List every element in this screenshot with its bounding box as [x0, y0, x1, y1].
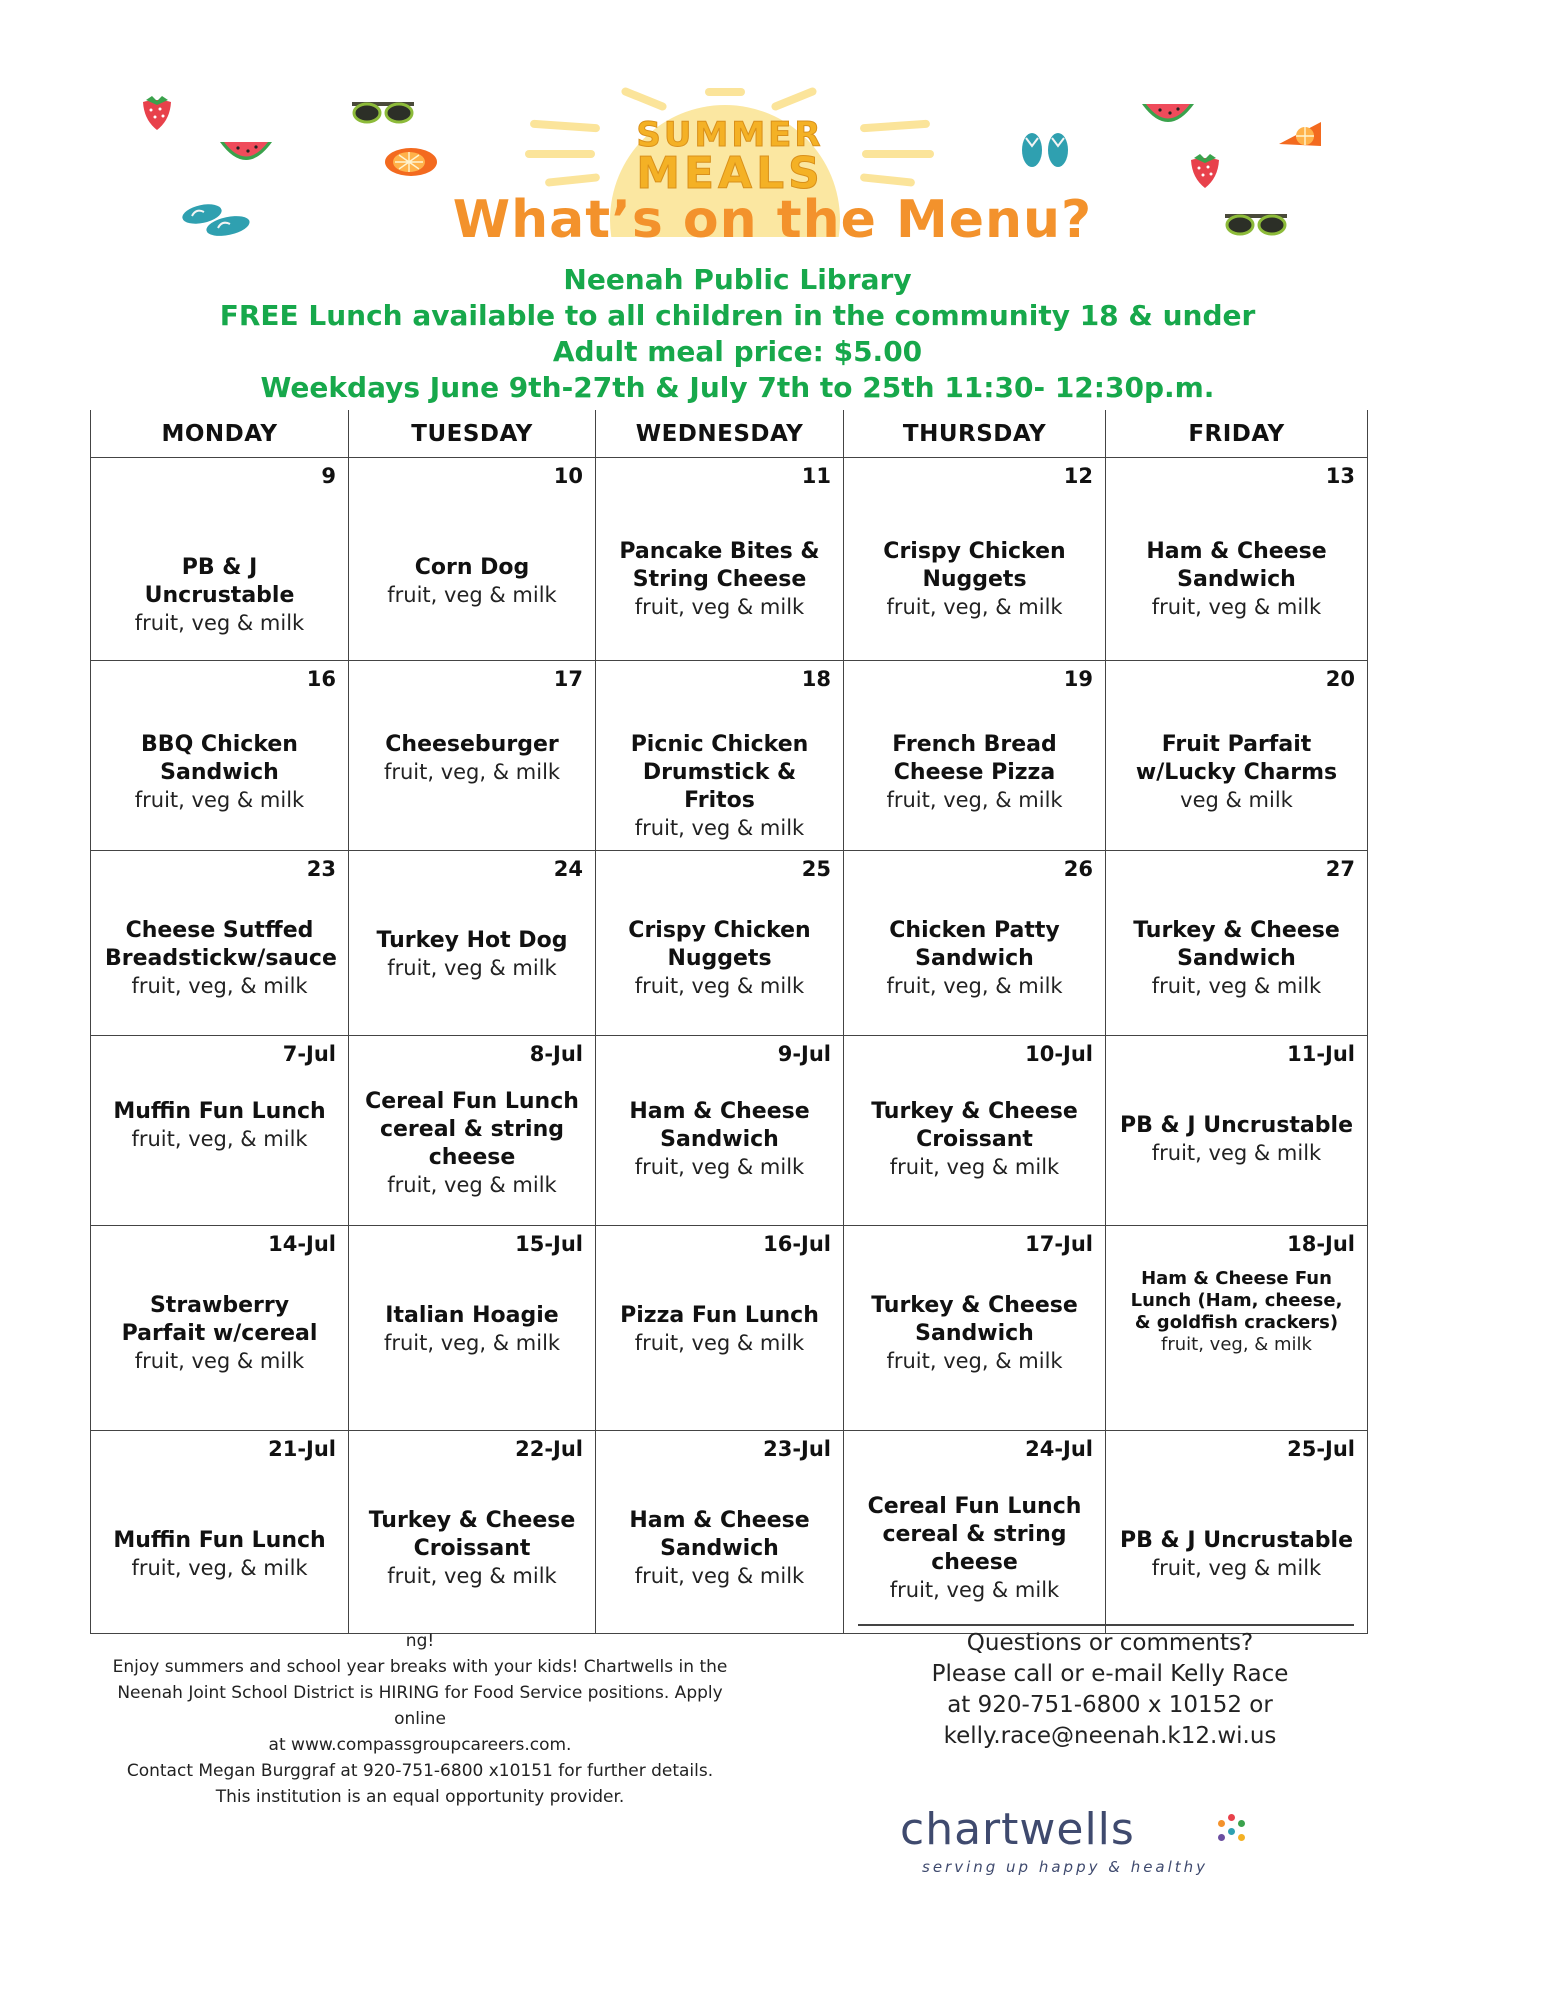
meal-name: Turkey & Cheese Sandwich	[871, 1293, 1078, 1346]
meal-name: PB & J Uncrustable	[1120, 1528, 1353, 1553]
day-date: 10	[553, 464, 583, 488]
calendar-week-row	[90, 1226, 1368, 1431]
menu-item	[91, 554, 348, 636]
menu-day-cell	[348, 1431, 595, 1634]
calendar-week-row	[90, 458, 1368, 661]
meal-sides: fruit, veg, & milk	[131, 1556, 308, 1580]
meal-sides: fruit, veg & milk	[1151, 1141, 1322, 1165]
day-date: 17-Jul	[1025, 1232, 1093, 1256]
meal-name: Cheeseburger	[385, 732, 559, 757]
menu-item	[1106, 1112, 1367, 1166]
watermelon-icon	[218, 138, 274, 168]
menu-item	[596, 1098, 843, 1180]
day-header-thursday: THURSDAY	[843, 410, 1105, 457]
menu-day-cell	[348, 661, 595, 851]
menu-day-cell	[843, 661, 1105, 851]
meal-sides: fruit, veg & milk	[134, 788, 305, 812]
menu-item	[91, 1292, 348, 1374]
meal-name: Fruit Parfait w/Lucky Charms	[1135, 732, 1338, 785]
sun-ray	[525, 150, 595, 158]
day-date: 18	[801, 667, 831, 691]
watermelon-icon	[1140, 100, 1196, 130]
meal-name: Corn Dog	[414, 555, 530, 580]
meal-name: Cheese Sutffed Breadstickw/sauce	[105, 918, 337, 971]
meal-sides: fruit, veg & milk	[634, 595, 805, 619]
day-date: 15-Jul	[515, 1232, 583, 1256]
menu-item	[844, 1098, 1105, 1180]
meal-sides: fruit, veg, & milk	[383, 1331, 561, 1355]
menu-item	[91, 1527, 348, 1581]
day-header-friday: FRIDAY	[1105, 410, 1368, 457]
day-date: 23-Jul	[763, 1437, 831, 1461]
menu-item	[1106, 1268, 1367, 1356]
meal-name: Picnic Chicken Drumstick & Fritos	[630, 732, 809, 813]
meal-sides: fruit, veg & milk	[387, 1564, 557, 1588]
menu-item	[91, 731, 348, 813]
logo-dot	[1228, 1814, 1235, 1821]
calendar-weeks	[90, 458, 1368, 1634]
strawberry-icon	[138, 96, 176, 132]
menu-item	[844, 917, 1105, 999]
day-header-tuesday: TUESDAY	[348, 410, 595, 457]
meal-sides: fruit, veg & milk	[634, 816, 805, 840]
day-date: 13	[1325, 464, 1355, 488]
menu-item	[844, 1493, 1105, 1603]
day-date: 17	[553, 667, 583, 691]
menu-day-cell	[595, 1431, 843, 1634]
notice-fragment: ng!	[405, 1631, 435, 1651]
day-date: 25-Jul	[1287, 1437, 1355, 1461]
sun-ray	[705, 88, 745, 96]
meal-sides: fruit, veg, & milk	[886, 1349, 1063, 1373]
menu-day-cell	[843, 1226, 1105, 1431]
menu-day-cell	[595, 1226, 843, 1431]
logo-tagline: serving up happy & healthy	[922, 1858, 1209, 1876]
meal-sides: fruit, veg & milk	[889, 1578, 1060, 1602]
contact-phone: at 920-751-6800 x 10152 or	[947, 1692, 1273, 1718]
weekday-header-row	[90, 410, 1368, 458]
menu-day-cell	[843, 1431, 1105, 1634]
menu-day-cell	[595, 1036, 843, 1226]
meal-sides: fruit, veg & milk	[634, 974, 805, 998]
menu-item	[349, 927, 595, 981]
meal-sides: fruit, veg & milk	[634, 1331, 805, 1355]
day-date: 22-Jul	[515, 1437, 583, 1461]
program-info	[0, 262, 1475, 406]
menu-day-cell	[843, 1036, 1105, 1226]
day-date: 19	[1063, 667, 1093, 691]
menu-day-cell	[1105, 851, 1368, 1036]
meal-sides: fruit, veg, & milk	[886, 595, 1063, 619]
flip-flops-icon	[1018, 130, 1074, 170]
menu-day-cell	[1105, 1036, 1368, 1226]
page-title: What’s on the Menu?	[452, 190, 1093, 250]
notice-line: at www.compassgroupcareers.com.	[268, 1735, 572, 1755]
menu-day-cell	[595, 661, 843, 851]
menu-item	[596, 731, 843, 841]
meal-name: Turkey & Cheese Croissant	[368, 1508, 576, 1561]
schedule-line: Weekdays June 9th-27th & July 7th to 25th 11:30- 12:30p.m.	[260, 371, 1215, 404]
meal-sides: fruit, veg & milk	[889, 1155, 1060, 1179]
meal-name: Cereal Fun Lunch cereal & string cheese	[867, 1494, 1082, 1575]
menu-item	[349, 1302, 595, 1356]
menu-day-cell	[348, 458, 595, 661]
menu-day-cell	[90, 1226, 348, 1431]
sun-ray	[530, 120, 600, 133]
orange-slice-icon	[1275, 118, 1325, 150]
menu-calendar	[90, 410, 1368, 1634]
meal-name: Strawberry Parfait w/cereal	[121, 1293, 318, 1346]
menu-item	[1106, 1527, 1367, 1581]
logo-dot	[1238, 1834, 1245, 1841]
adult-price-line: Adult meal price: $5.00	[552, 335, 923, 368]
day-date: 9-Jul	[777, 1042, 831, 1066]
day-date: 10-Jul	[1025, 1042, 1093, 1066]
meal-sides: veg & milk	[1180, 788, 1293, 812]
menu-day-cell	[1105, 661, 1368, 851]
menu-day-cell	[348, 1036, 595, 1226]
sun-ray	[862, 150, 934, 158]
menu-item	[91, 917, 348, 999]
meal-sides: fruit, veg & milk	[134, 1349, 305, 1373]
sun-ray	[545, 173, 601, 187]
menu-day-cell	[1105, 1431, 1368, 1634]
menu-day-cell	[90, 661, 348, 851]
notice-line: Neenah Joint School District is HIRING for Food Service positions. Apply online	[117, 1683, 723, 1729]
menu-item	[596, 1302, 843, 1356]
day-date: 8-Jul	[529, 1042, 583, 1066]
meal-name: Crispy Chicken Nuggets	[628, 918, 811, 971]
meal-sides: fruit, veg & milk	[1151, 974, 1322, 998]
menu-day-cell	[348, 851, 595, 1036]
meal-name: Ham & Cheese Sandwich	[629, 1099, 810, 1152]
day-date: 9	[321, 464, 336, 488]
menu-item	[596, 1507, 843, 1589]
day-date: 16-Jul	[763, 1232, 831, 1256]
orange-slice-icon	[383, 146, 439, 178]
day-date: 21-Jul	[268, 1437, 336, 1461]
logo-dot	[1228, 1828, 1235, 1835]
calendar-week-row	[90, 1431, 1368, 1634]
meal-name: Chicken Patty Sandwich	[889, 918, 1060, 971]
menu-item	[349, 1088, 595, 1198]
meal-name: French Bread Cheese Pizza	[892, 732, 1057, 785]
day-header-monday: MONDAY	[90, 410, 348, 457]
chartwells-logo	[900, 1804, 1300, 1878]
meal-name: PB & J Uncrustable	[144, 555, 295, 608]
summer-meals-banner	[0, 0, 1545, 260]
menu-item	[596, 917, 843, 999]
menu-day-cell	[90, 458, 348, 661]
day-date: 23	[306, 857, 336, 881]
logo-dot	[1218, 1834, 1225, 1841]
meal-sides: fruit, veg, & milk	[886, 788, 1063, 812]
day-date: 16	[306, 667, 336, 691]
day-date: 25	[801, 857, 831, 881]
meal-name: Muffin Fun Lunch	[113, 1528, 326, 1553]
day-date: 27	[1325, 857, 1355, 881]
day-date: 24	[553, 857, 583, 881]
meal-name: BBQ Chicken Sandwich	[141, 732, 298, 785]
meal-name: Muffin Fun Lunch	[113, 1099, 326, 1124]
hiring-notice	[100, 1628, 740, 1810]
menu-day-cell	[595, 458, 843, 661]
day-date: 24-Jul	[1025, 1437, 1093, 1461]
menu-item	[349, 1507, 595, 1589]
strawberry-icon	[1186, 154, 1224, 190]
menu-day-cell	[90, 851, 348, 1036]
day-date: 11-Jul	[1287, 1042, 1355, 1066]
meal-sides: fruit, veg, & milk	[383, 760, 561, 784]
day-date: 26	[1063, 857, 1093, 881]
equal-opportunity-line: This institution is an equal opportunity provider.	[215, 1787, 625, 1807]
menu-day-cell	[1105, 458, 1368, 661]
calendar-week-row	[90, 661, 1368, 851]
menu-day-cell	[595, 851, 843, 1036]
meal-sides: fruit, veg & milk	[634, 1155, 805, 1179]
meal-name: Pancake Bites & String Cheese	[619, 539, 820, 592]
contact-line: Questions or comments?	[966, 1630, 1254, 1656]
meal-name: Crispy Chicken Nuggets	[883, 539, 1066, 592]
logo-dot	[1238, 1820, 1245, 1827]
meal-sides: fruit, veg, & milk	[131, 1127, 308, 1151]
meal-name: Turkey Hot Dog	[376, 928, 568, 953]
divider	[858, 1624, 1354, 1626]
meal-name: Ham & Cheese Sandwich	[629, 1508, 810, 1561]
sunglasses-icon	[352, 100, 414, 124]
meal-sides: fruit, veg, & milk	[1161, 1334, 1312, 1355]
meal-sides: fruit, veg & milk	[387, 1173, 557, 1197]
menu-day-cell	[348, 1226, 595, 1431]
meal-sides: fruit, veg, & milk	[131, 974, 308, 998]
menu-day-cell	[90, 1431, 348, 1634]
menu-day-cell	[843, 458, 1105, 661]
meal-name: Turkey & Cheese Sandwich	[1133, 918, 1340, 971]
menu-item	[596, 538, 843, 620]
notice-line: Enjoy summers and school year breaks with your kids! Chartwells in the	[112, 1657, 728, 1677]
meal-sides: fruit, veg & milk	[387, 583, 557, 607]
meal-sides: fruit, veg & milk	[1151, 1556, 1322, 1580]
flip-flops-icon	[182, 200, 252, 240]
menu-day-cell	[1105, 1226, 1368, 1431]
logo-wordmark: chartwells	[900, 1804, 1135, 1855]
menu-item	[844, 1292, 1105, 1374]
meal-sides: fruit, veg & milk	[1151, 595, 1322, 619]
meal-name: Ham & Cheese Sandwich	[1146, 539, 1327, 592]
meal-name: Turkey & Cheese Croissant	[871, 1099, 1078, 1152]
meal-name: Cereal Fun Lunch cereal & string cheese	[365, 1089, 579, 1170]
sun-ray	[860, 173, 916, 187]
contact-email: kelly.race@neenah.k12.wi.us	[943, 1723, 1277, 1749]
summer-wordmark: SUMMER	[636, 115, 824, 155]
contact-line: Please call or e-mail Kelly Race	[931, 1661, 1289, 1687]
day-date: 18-Jul	[1287, 1232, 1355, 1256]
calendar-week-row	[90, 1036, 1368, 1226]
day-date: 12	[1063, 464, 1093, 488]
meal-sides: fruit, veg & milk	[134, 611, 305, 635]
meal-sides: fruit, veg & milk	[634, 1564, 805, 1588]
eligibility-line: FREE Lunch available to all children in the community 18 & under	[219, 299, 1256, 332]
meal-name: Ham & Cheese Fun Lunch (Ham, cheese, & goldfish crackers)	[1130, 1268, 1343, 1333]
contact-info	[880, 1628, 1340, 1752]
day-date: 7-Jul	[282, 1042, 336, 1066]
logo-dot	[1218, 1820, 1225, 1827]
meal-name: Italian Hoagie	[385, 1303, 559, 1328]
menu-day-cell	[90, 1036, 348, 1226]
sun-ray	[770, 86, 818, 111]
meal-sides: fruit, veg & milk	[387, 956, 557, 980]
menu-item	[349, 554, 595, 608]
sun-ray	[620, 86, 668, 111]
meal-sides: fruit, veg, & milk	[886, 974, 1063, 998]
meals-wordmark: MEALS	[636, 148, 824, 199]
meal-name: PB & J Uncrustable	[1120, 1113, 1353, 1138]
menu-day-cell	[843, 851, 1105, 1036]
menu-item	[1106, 731, 1367, 813]
notice-line: Contact Megan Burggraf at 920-751-6800 x10151 for further details.	[126, 1761, 714, 1781]
menu-item	[349, 731, 595, 785]
sun-ray	[860, 120, 930, 133]
menu-item	[91, 1098, 348, 1152]
menu-item	[844, 538, 1105, 620]
menu-item	[844, 731, 1105, 813]
sunglasses-icon	[1225, 212, 1287, 236]
calendar-week-row	[90, 851, 1368, 1036]
menu-item	[1106, 538, 1367, 620]
day-date: 20	[1325, 667, 1355, 691]
day-date: 14-Jul	[268, 1232, 336, 1256]
location-line: Neenah Public Library	[563, 263, 912, 296]
menu-item	[1106, 917, 1367, 999]
day-date: 11	[801, 464, 831, 488]
meal-name: Pizza Fun Lunch	[620, 1303, 819, 1328]
day-header-wednesday: WEDNESDAY	[595, 410, 843, 457]
